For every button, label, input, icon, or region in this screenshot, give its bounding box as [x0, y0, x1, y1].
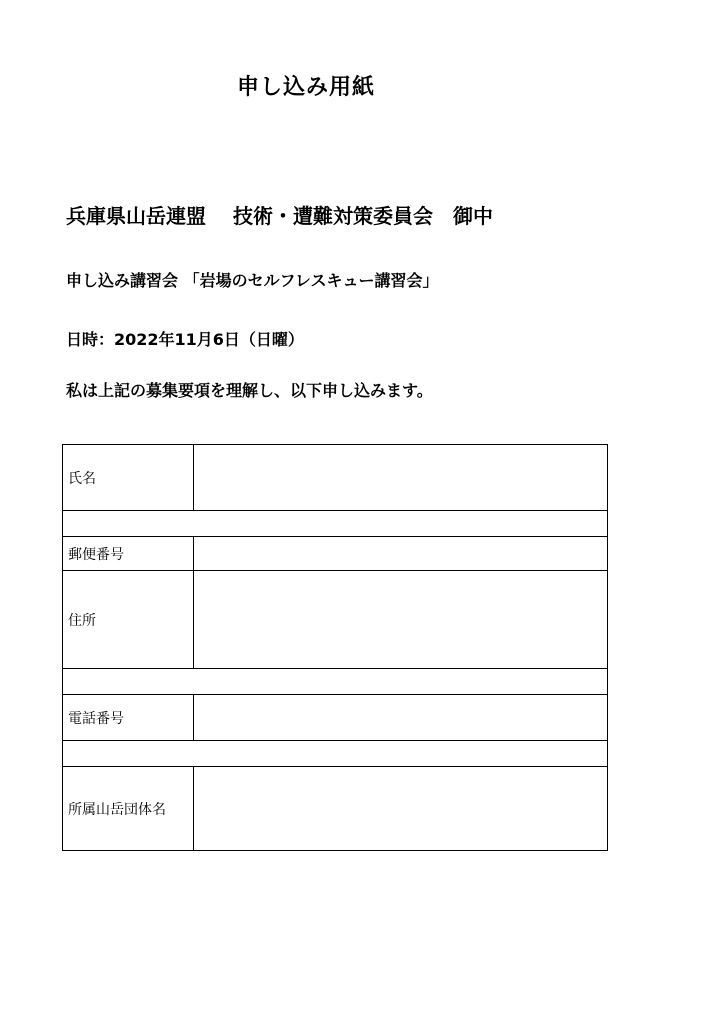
name-label: 氏名: [63, 445, 194, 511]
postal-row: [63, 537, 608, 571]
address-label: 住所: [63, 571, 194, 669]
address-row: [63, 571, 608, 669]
name-row: [63, 445, 608, 511]
spacer-row: [63, 669, 608, 695]
spacer-row: [63, 511, 608, 537]
page-title: 申し込み用紙: [236, 75, 375, 100]
declaration-line: 私は上記の募集要項を理解し、以下申し込みます。: [66, 381, 433, 400]
course-line: 申し込み講習会 「岩場のセルフレスキュー講習会」: [66, 271, 439, 290]
organization-row: [63, 767, 608, 851]
postal-label: 郵便番号: [63, 537, 194, 571]
organization-label: 所属山岳団体名: [63, 767, 194, 851]
spacer-cell: [63, 669, 608, 695]
organization-field[interactable]: [194, 767, 608, 851]
name-field[interactable]: [194, 445, 608, 511]
application-form-table: [62, 444, 608, 851]
addressee-line: 兵庫県山岳連盟 技術・遭難対策委員会 御中: [66, 204, 493, 228]
spacer-cell: [63, 511, 608, 537]
address-field[interactable]: [194, 571, 608, 669]
phone-field[interactable]: [194, 695, 608, 741]
phone-row: [63, 695, 608, 741]
spacer-cell: [63, 741, 608, 767]
postal-field[interactable]: [194, 537, 608, 571]
phone-label: 電話番号: [63, 695, 194, 741]
spacer-row: [63, 741, 608, 767]
datetime-line: 日時：2022年11月6日（日曜）: [66, 330, 304, 349]
